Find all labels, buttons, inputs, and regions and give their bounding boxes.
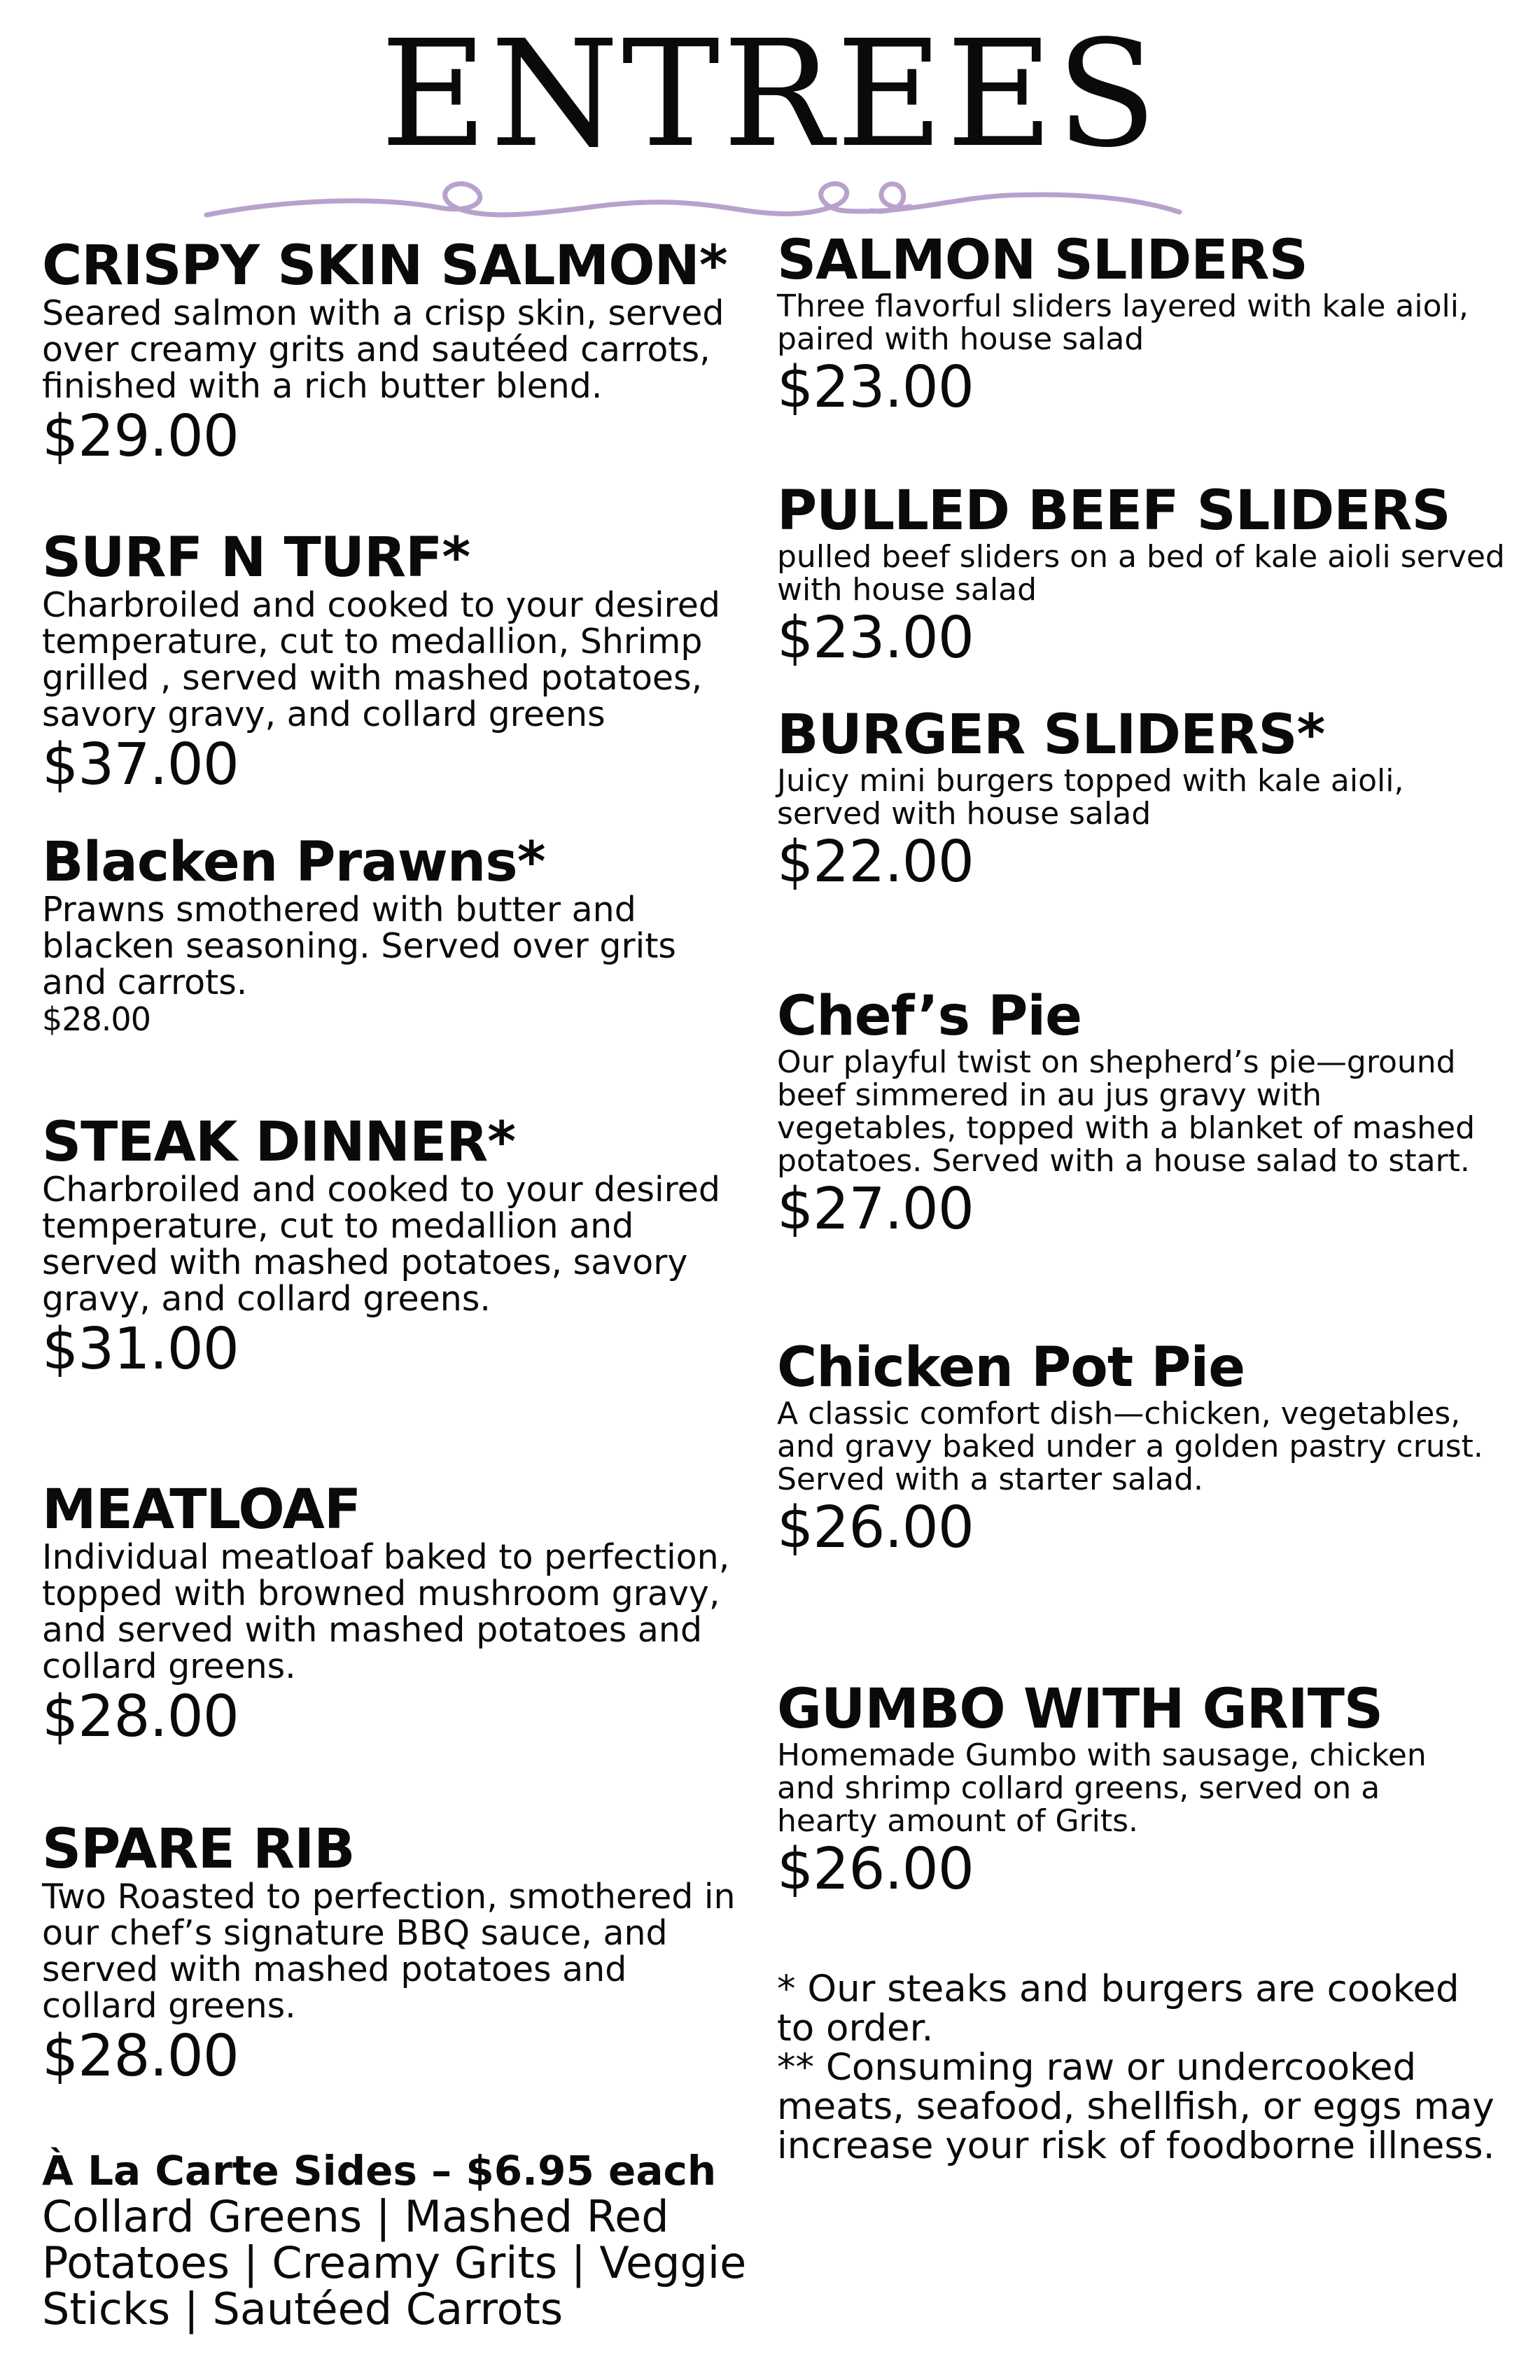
item-description: Three flavorful sliders layered with kale aioli, paired with house salad xyxy=(777,288,1469,357)
menu-item-gumbo-with-grits xyxy=(777,1680,1484,1902)
item-name: STEAK DINNER* xyxy=(42,1111,516,1174)
item-description: Charbroiled and cooked to your desired temperature, cut to medallion and served with mashed potatoes, savory gravy, and collard greens. xyxy=(42,1170,720,1319)
item-name: SPARE RIB xyxy=(42,1818,355,1881)
item-name: BURGER SLIDERS* xyxy=(777,704,1325,766)
item-name: MEATLOAF xyxy=(42,1478,361,1541)
note-cooked-to-order: * Our steaks and burgers are cooked to order. xyxy=(777,1968,1460,2050)
item-description: pulled beef sliders on a bed of kale aioli served with house salad xyxy=(777,539,1505,608)
item-name: SURF N TURF* xyxy=(42,526,470,589)
item-description: Charbroiled and cooked to your desired temperature, cut to medallion, Shrimp grilled , served with mashed potatoes, savory gravy, and collard greens xyxy=(42,585,720,734)
item-price: $26.00 xyxy=(777,1494,974,1561)
menu-item-crispy-skin-salmon xyxy=(42,234,756,470)
menu-item-surf-n-turf xyxy=(42,528,756,797)
item-name: PULLED BEEF SLIDERS xyxy=(777,479,1450,542)
note-food-safety: ** Consuming raw or undercooked meats, seafood, shellfish, or eggs may increase your risk of foodborne illness. xyxy=(777,2046,1495,2167)
item-description: Two Roasted to perfection, smothered in our chef’s signature BBQ sauce, and served with mashed potatoes and collard greens. xyxy=(42,1877,736,2026)
item-price: $28.00 xyxy=(42,1684,239,1750)
item-price: $31.00 xyxy=(42,1316,239,1382)
item-price: $28.00 xyxy=(42,1000,150,1038)
menu-item-burger-sliders xyxy=(777,706,1505,895)
item-price: $22.00 xyxy=(777,829,974,895)
item-price: $23.00 xyxy=(777,354,974,421)
item-description: Prawns smothered with butter and blacken seasoning. Served over grits and carrots. xyxy=(42,890,676,1002)
a-la-carte-sides xyxy=(42,2148,770,2332)
menu-item-chefs-pie xyxy=(777,987,1505,1242)
item-price: $37.00 xyxy=(42,732,239,798)
decorative-flourish xyxy=(203,172,1183,234)
menu-item-blacken-prawns xyxy=(42,833,742,1037)
menu-item-meatloaf xyxy=(42,1480,756,1749)
item-price: $26.00 xyxy=(777,1836,974,1903)
item-price: $27.00 xyxy=(777,1176,974,1242)
item-description: Seared salmon with a crisp skin, served over creamy grits and sautéed carrots, finished with a rich butter blend. xyxy=(42,293,724,406)
item-description: Homemade Gumbo with sausage, chicken and shrimp collard greens, served on a hearty amount of Grits. xyxy=(777,1737,1427,1839)
sides-list: Collard Greens | Mashed Red Potatoes | Creamy Grits | Veggie Sticks | Sautéed Carrots xyxy=(42,2191,747,2334)
menu-notes xyxy=(777,1970,1505,2166)
item-name: SALMON SLIDERS xyxy=(777,229,1308,292)
item-name: CRISPY SKIN SALMON* xyxy=(42,234,727,298)
item-description: A classic comfort dish—chicken, vegetables, and gravy baked under a golden pastry crust. Served with a starter salad. xyxy=(777,1396,1483,1497)
menu-item-chicken-pot-pie xyxy=(777,1338,1505,1560)
item-price: $29.00 xyxy=(42,403,239,470)
item-price: $28.00 xyxy=(42,2023,239,2090)
page-title: ENTREES xyxy=(380,8,1160,180)
item-description: Individual meatloaf baked to perfection, topped with browned mushroom gravy, and served with mashed potatoes and collard greens. xyxy=(42,1537,730,1686)
menu-item-salmon-sliders xyxy=(777,231,1505,420)
item-description: Our playful twist on shepherd’s pie—ground beef simmered in au jus gravy with vegetables, topped with a blanket of mashed potatoes. Served with a house salad to start. xyxy=(777,1044,1476,1179)
menu-item-pulled-beef-sliders xyxy=(777,479,1505,671)
item-name: Chef’s Pie xyxy=(777,985,1082,1048)
menu-item-spare-rib xyxy=(42,1820,742,2089)
item-name: GUMBO WITH GRITS xyxy=(777,1678,1383,1741)
menu-item-steak-dinner xyxy=(42,1113,756,1382)
item-name: Chicken Pot Pie xyxy=(777,1336,1245,1399)
item-description: Juicy mini burgers topped with kale aioli, served with house salad xyxy=(777,763,1404,832)
sides-title: À La Carte Sides – $6.95 each xyxy=(42,2147,717,2194)
item-name: Blacken Prawns* xyxy=(42,831,545,894)
item-price: $23.00 xyxy=(777,605,974,671)
